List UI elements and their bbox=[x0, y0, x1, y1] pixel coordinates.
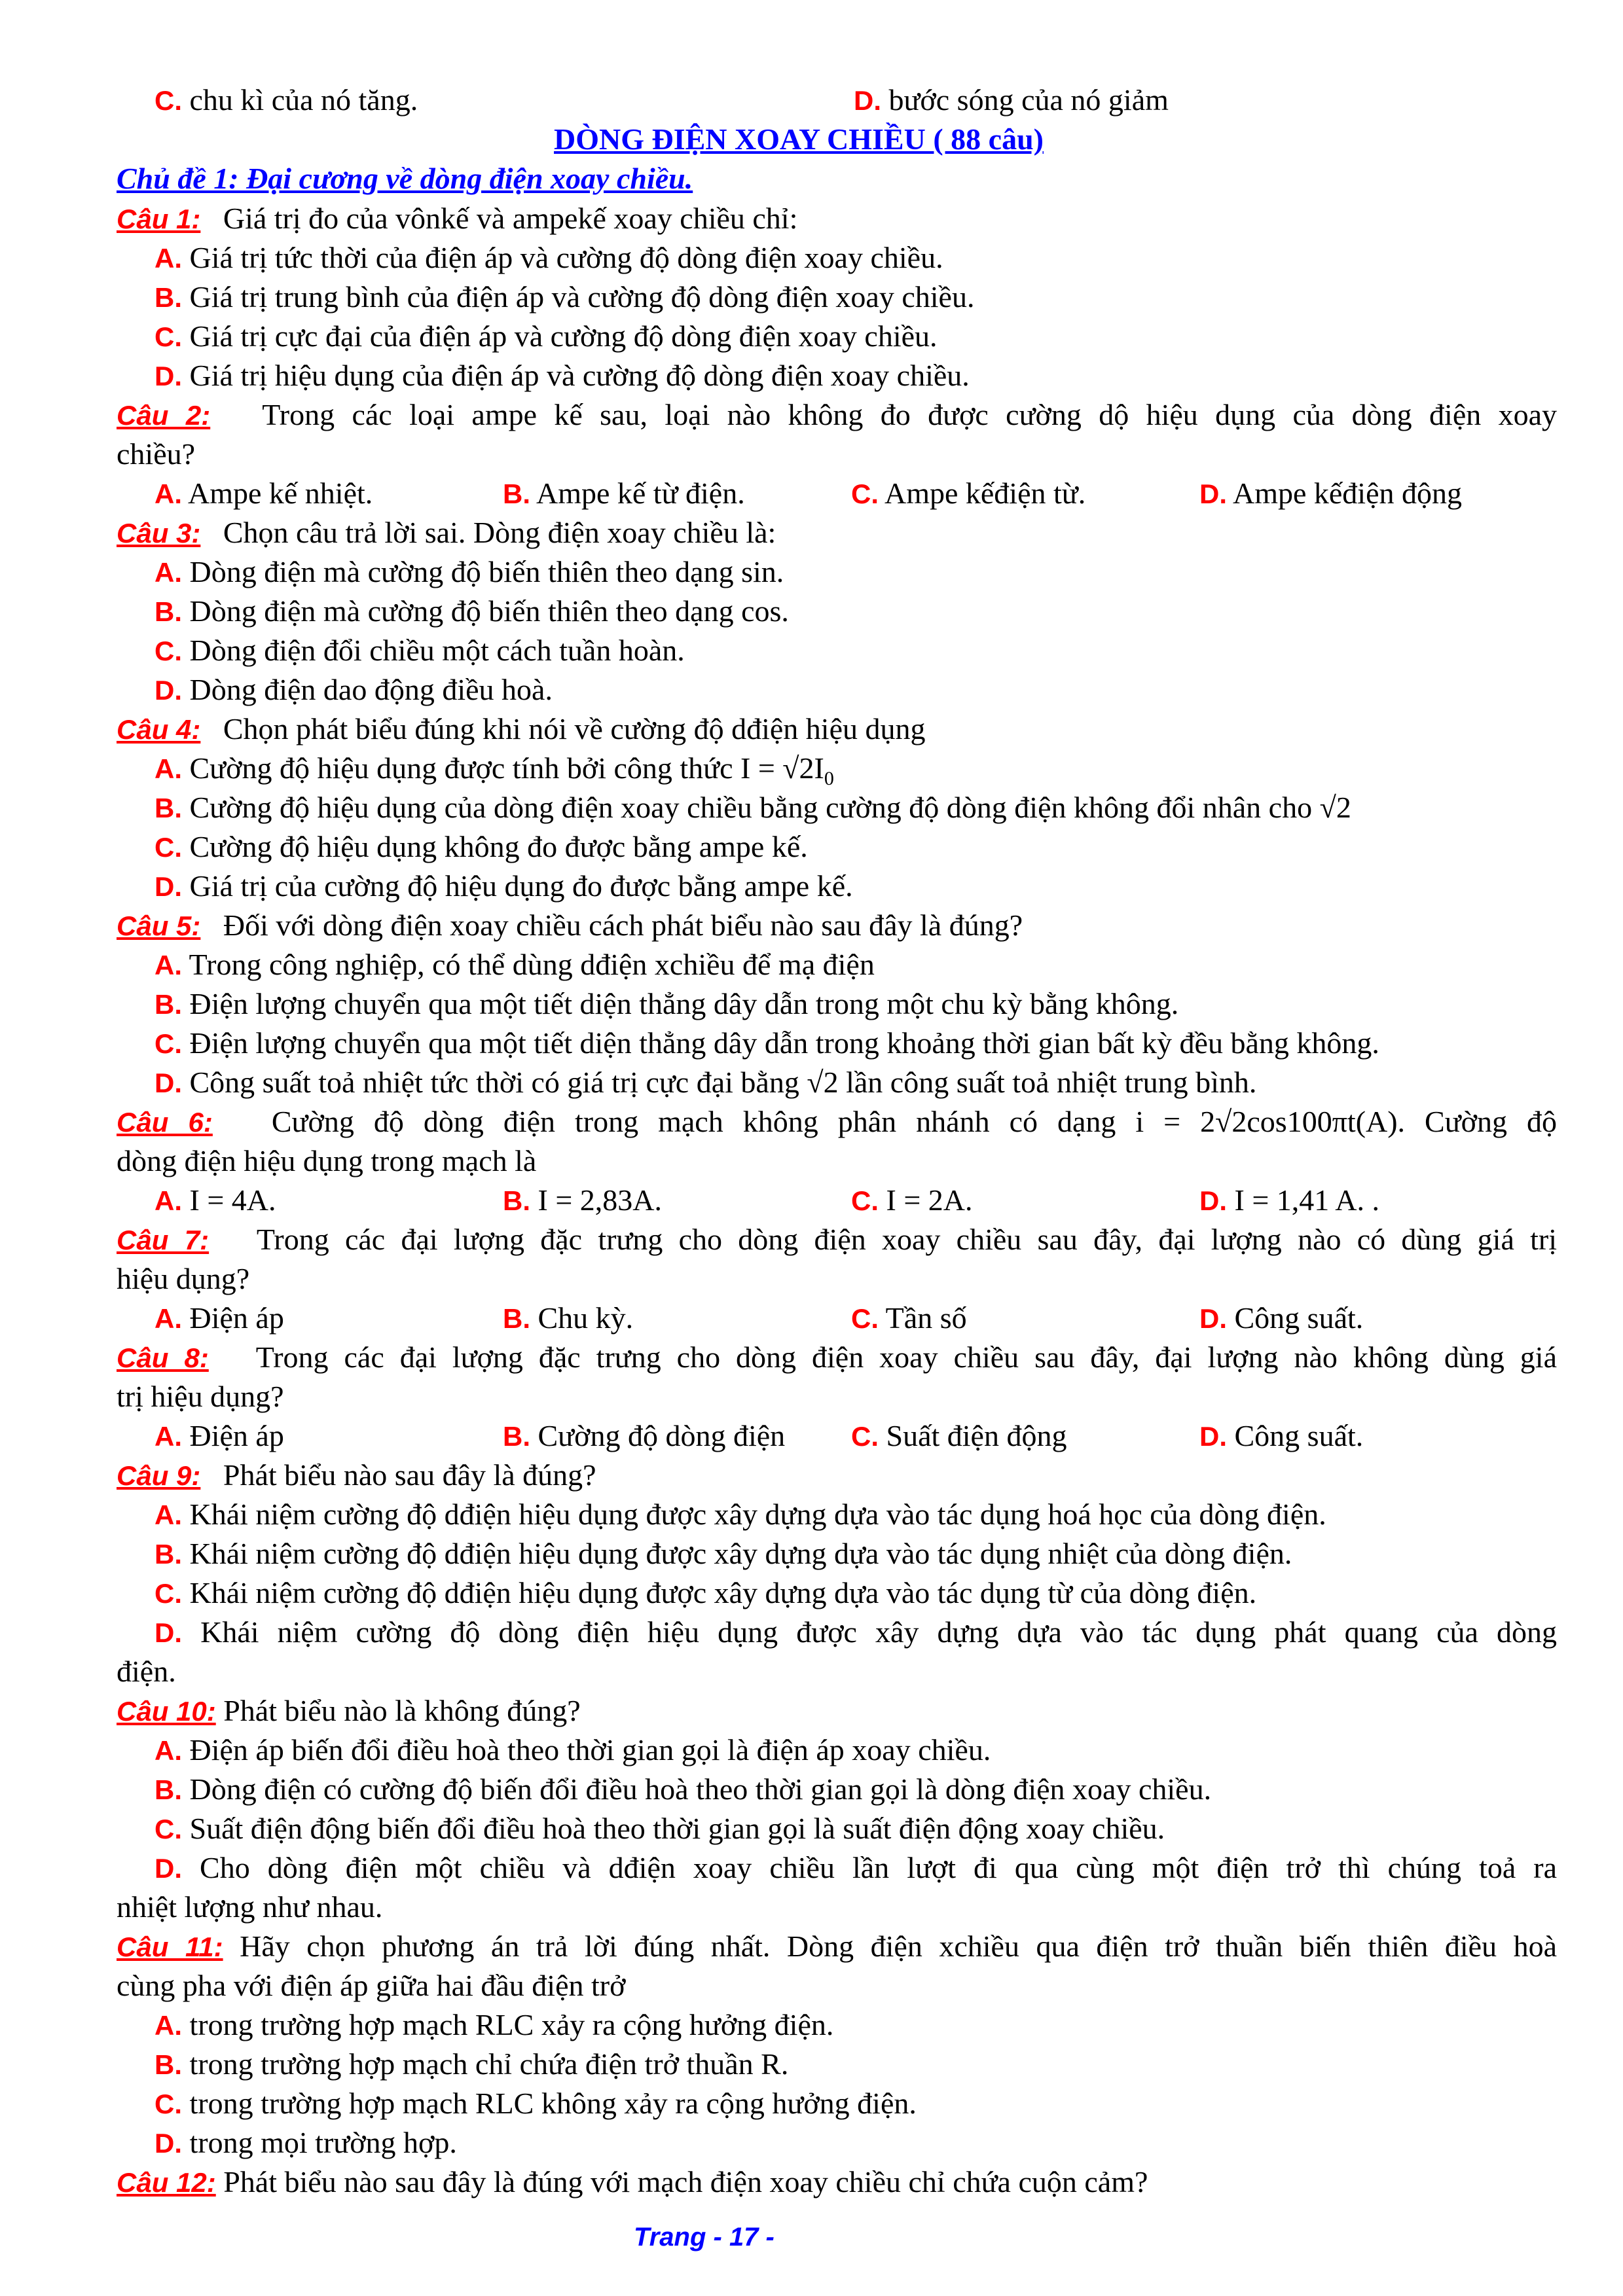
q8-option-b: B. Cường độ dòng điện bbox=[503, 1419, 786, 1452]
q4-option-b: B. Cường độ hiệu dụng của dòng điện xoay chiều bằng cường độ dòng điện không đổi nhân cho √2 bbox=[155, 791, 1351, 824]
question-6: Câu 6: Cường độ dòng điện trong mạch không phân nhánh có dạng i = 2√2cos100πt(A). Cường độ bbox=[117, 1105, 1557, 1138]
q4-option-d: D. Giá trị của cường độ hiệu dụng đo được bằng ampe kế. bbox=[155, 869, 853, 903]
q5-option-a: A. Trong công nghiệp, có thể dùng dđiện xchiều để mạ điện bbox=[155, 948, 875, 981]
q8-option-c: C. Suất điện động bbox=[851, 1419, 1067, 1452]
q8-option-a: A. Điện áp bbox=[155, 1419, 284, 1452]
q10-option-c: C. Suất điện động biến đổi điều hoà theo thời gian gọi là suất điện động xoay chiều. bbox=[155, 1812, 1165, 1845]
q9-option-d-cont: điện. bbox=[117, 1655, 176, 1688]
question-label: Câu 3: bbox=[117, 518, 201, 548]
sqrt-symbol: √ bbox=[1319, 791, 1336, 824]
question-label: Câu 10: bbox=[117, 1696, 216, 1727]
topic-title: Chủ đề 1: Đại cương về dòng điện xoay chiều. bbox=[117, 162, 693, 195]
q3-option-d: D. Dòng điện dao động điều hoà. bbox=[155, 673, 553, 706]
q6-option-b: B. I = 2,83A. bbox=[503, 1183, 662, 1217]
q5-option-d: D. Công suất toả nhiệt tức thời có giá trị cực đại bằng √2 lần công suất toả nhiệt trung bình. bbox=[155, 1066, 1257, 1099]
q7-option-d: D. Công suất. bbox=[1199, 1301, 1364, 1335]
q4-option-c: C. Cường độ hiệu dụng không đo được bằng ampe kế. bbox=[155, 830, 808, 863]
q3-option-a: A. Dòng điện mà cường độ biến thiên theo dạng sin. bbox=[155, 555, 784, 588]
q6-option-d: D. I = 1,41 A. . bbox=[1199, 1183, 1379, 1217]
q9-option-c: C. Khái niệm cường độ dđiện hiệu dụng được xây dựng dựa vào tác dụng từ của dòng điện. bbox=[155, 1576, 1257, 1609]
q11-option-c: C. trong trường hợp mạch RLC không xảy ra cộng hưởng điện. bbox=[155, 2087, 917, 2120]
q7-option-b: B. Chu kỳ. bbox=[503, 1301, 634, 1335]
q6-option-c: C. I = 2A. bbox=[851, 1183, 973, 1217]
q1-option-d: D. Giá trị hiệu dụng của điện áp và cường độ dòng điện xoay chiều. bbox=[155, 359, 970, 392]
question-9: Câu 9: Phát biểu nào sau đây là đúng? bbox=[117, 1458, 596, 1492]
q2-option-d: D. Ampe kếđiện động bbox=[1199, 476, 1462, 510]
q10-option-d: D. Cho dòng điện một chiều và dđiện xoay chiều lần lượt đi qua cùng một điện trở thì chúng toả ra bbox=[155, 1851, 1558, 1884]
question-label: Câu 8: bbox=[117, 1342, 209, 1373]
q10-option-b: B. Dòng điện có cường độ biến đổi điều hoà theo thời gian gọi là dòng điện xoay chiều. bbox=[155, 1772, 1212, 1806]
question-label: Câu 1: bbox=[117, 204, 201, 234]
question-label: Câu 2: bbox=[117, 400, 211, 431]
question-label: Câu 7: bbox=[117, 1225, 210, 1255]
question-label: Câu 11: bbox=[117, 1931, 223, 1962]
prev-option-c: C. chu kì của nó tăng. bbox=[155, 83, 418, 117]
question-1: Câu 1: Giá trị đo của vônkế và ampekế xoay chiều chỉ: bbox=[117, 202, 798, 235]
question-label: Câu 5: bbox=[117, 910, 201, 941]
question-8: Câu 8: Trong các đại lượng đặc trưng cho dòng điện xoay chiều sau đây, đại lượng nào không dùng giá bbox=[117, 1340, 1557, 1374]
q5-option-b: B. Điện lượng chuyển qua một tiết diện thẳng dây dẫn trong một chu kỳ bằng không. bbox=[155, 987, 1179, 1020]
q10-option-a: A. Điện áp biến đổi điều hoà theo thời gian gọi là điện áp xoay chiều. bbox=[155, 1733, 991, 1767]
q11-option-a: A. trong trường hợp mạch RLC xảy ra cộng hưởng điện. bbox=[155, 2008, 834, 2041]
question-2: Câu 2: Trong các loại ampe kế sau, loại nào không đo được cường dộ hiệu dụng của dòng điện xoay bbox=[117, 398, 1558, 431]
q10-option-d-cont: nhiệt lượng như nhau. bbox=[117, 1890, 383, 1924]
q2-option-c: C. Ampe kếđiện từ. bbox=[851, 476, 1086, 510]
question-3: Câu 3: Chọn câu trả lời sai. Dòng điện xoay chiều là: bbox=[117, 516, 776, 549]
q7-option-c: C. Tần số bbox=[851, 1301, 967, 1335]
question-8-cont: trị hiệu dụng? bbox=[117, 1380, 284, 1413]
question-label: Câu 9: bbox=[117, 1460, 201, 1491]
q2-option-b: B. Ampe kế từ điện. bbox=[503, 476, 745, 510]
sqrt-symbol: √ bbox=[1215, 1105, 1232, 1138]
question-label: Câu 6: bbox=[117, 1107, 213, 1138]
q9-option-b: B. Khái niệm cường độ dđiện hiệu dụng được xây dựng dựa vào tác dụng nhiệt của dòng điện. bbox=[155, 1537, 1292, 1570]
prev-option-d: D. bước sóng của nó giảm bbox=[854, 83, 1169, 117]
q4-option-a: A. Cường độ hiệu dụng được tính bởi công thức $I = √2I_0$ bbox=[155, 751, 834, 790]
section-title: DÒNG ĐIỆN XOAY CHIỀU ( 88 câu) bbox=[554, 122, 1044, 156]
q3-option-b: B. Dòng điện mà cường độ biến thiên theo dạng cos. bbox=[155, 594, 789, 628]
question-label: Câu 4: bbox=[117, 714, 201, 745]
question-10: Câu 10: Phát biểu nào là không đúng? bbox=[117, 1694, 581, 1727]
question-11-cont: cùng pha với điện áp giữa hai đầu điện trở bbox=[117, 1969, 626, 2002]
q8-option-d: D. Công suất. bbox=[1199, 1419, 1364, 1452]
q5-option-c: C. Điện lượng chuyển qua một tiết diện thẳng dây dẫn trong khoảng thời gian bất kỳ đều bằng không. bbox=[155, 1026, 1379, 1060]
sqrt-symbol: √ bbox=[807, 1066, 824, 1099]
question-7-cont: hiệu dụng? bbox=[117, 1262, 250, 1295]
q2-option-a: A. Ampe kế nhiệt. bbox=[155, 476, 373, 510]
question-4: Câu 4: Chọn phát biểu đúng khi nói về cường độ dđiện hiệu dụng bbox=[117, 712, 926, 745]
q1-option-b: B. Giá trị trung bình của điện áp và cường độ dòng điện xoay chiều. bbox=[155, 280, 975, 314]
q11-option-d: D. trong mọi trường hợp. bbox=[155, 2126, 457, 2159]
question-label: Câu 12: bbox=[117, 2167, 216, 2198]
page-number: Trang - 17 - bbox=[634, 2223, 775, 2251]
q1-option-a: A. Giá trị tức thời của điện áp và cường độ dòng điện xoay chiều. bbox=[155, 241, 943, 274]
q6-option-a: A. I = 4A. bbox=[155, 1183, 276, 1217]
q11-option-b: B. trong trường hợp mạch chỉ chứa điện trở thuần R. bbox=[155, 2047, 789, 2081]
question-7: Câu 7: Trong các đại lượng đặc trưng cho dòng điện xoay chiều sau đây, đại lượng nào có dùng giá trị bbox=[117, 1223, 1558, 1256]
q1-option-c: C. Giá trị cực đại của điện áp và cường độ dòng điện xoay chiều. bbox=[155, 319, 938, 353]
q9-option-d: D. Khái niệm cường độ dòng điện hiệu dụng được xây dựng dựa vào tác dụng phát quang của dòng bbox=[155, 1615, 1557, 1649]
question-5: Câu 5: Đối với dòng điện xoay chiều cách phát biểu nào sau đây là đúng? bbox=[117, 908, 1023, 942]
question-2-cont: chiều? bbox=[117, 437, 196, 471]
q9-option-a: A. Khái niệm cường độ dđiện hiệu dụng được xây dựng dựa vào tác dụng hoá học của dòng điện. bbox=[155, 1498, 1326, 1531]
q7-option-a: A. Điện áp bbox=[155, 1301, 284, 1335]
q3-option-c: C. Dòng điện đổi chiều một cách tuần hoàn. bbox=[155, 634, 685, 667]
question-11: Câu 11: Hãy chọn phương án trả lời đúng nhất. Dòng điện xchiều qua điện trở thuần biến thiên điều hoà bbox=[117, 1929, 1557, 1963]
sqrt-symbol: √ bbox=[782, 751, 799, 785]
question-12: Câu 12: Phát biểu nào sau đây là đúng với mạch điện xoay chiều chỉ chứa cuộn cảm? bbox=[117, 2165, 1148, 2198]
question-6-cont: dòng điện hiệu dụng trong mạch là bbox=[117, 1144, 537, 1177]
